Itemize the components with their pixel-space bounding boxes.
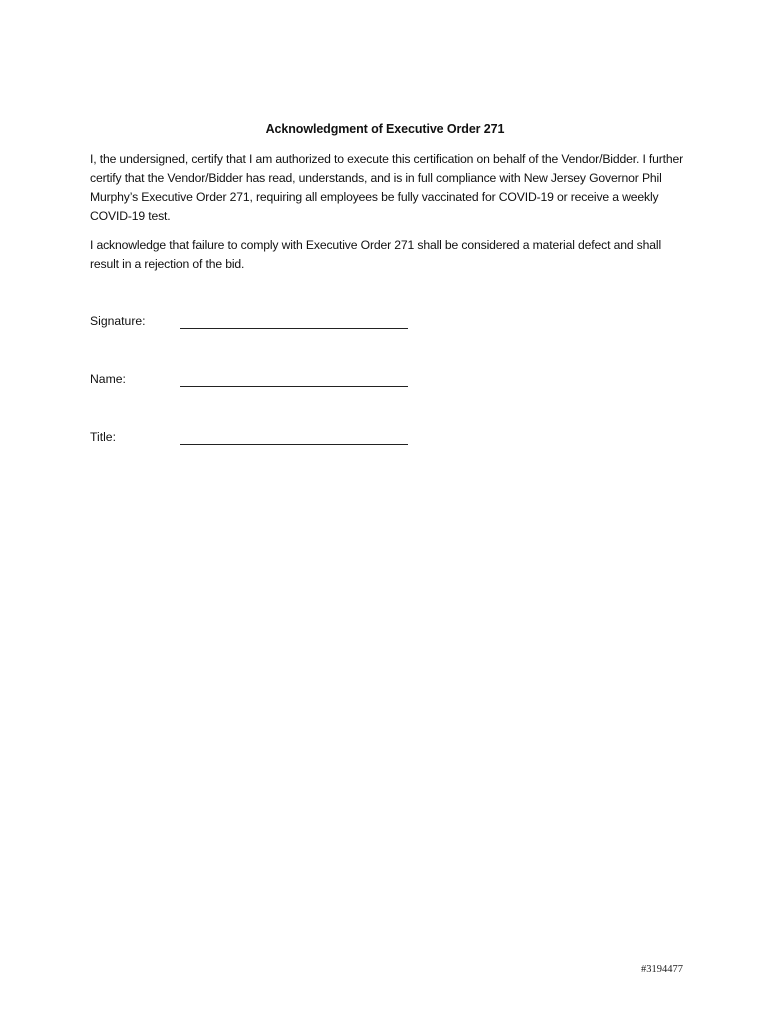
title-label: Title: [90,430,116,444]
name-line[interactable] [180,386,408,387]
title-line[interactable] [180,444,408,445]
signature-line[interactable] [180,328,408,329]
document-title: Acknowledgment of Executive Order 271 [265,122,505,136]
acknowledgment-paragraph: I acknowledge that failure to comply with Executive Order 271 shall be considered a material defect and shall result in a rejection of the bid. [90,238,662,271]
signature-label: Signature: [90,314,146,328]
name-label: Name: [90,372,126,386]
document-number: #3194477 [641,964,683,975]
certification-paragraph: I, the undersigned, certify that I am authorized to execute this certification on behalf of the Vendor/Bidder. I further certify that the Vendor/Bidder has read, understands, and is in full compliance with New Jersey Governor Phil Murphy’s Executive Order 271, requiring all employees be fully vaccinated for COVID-19 or receive a weekly COVID-19 test. [90,152,684,223]
